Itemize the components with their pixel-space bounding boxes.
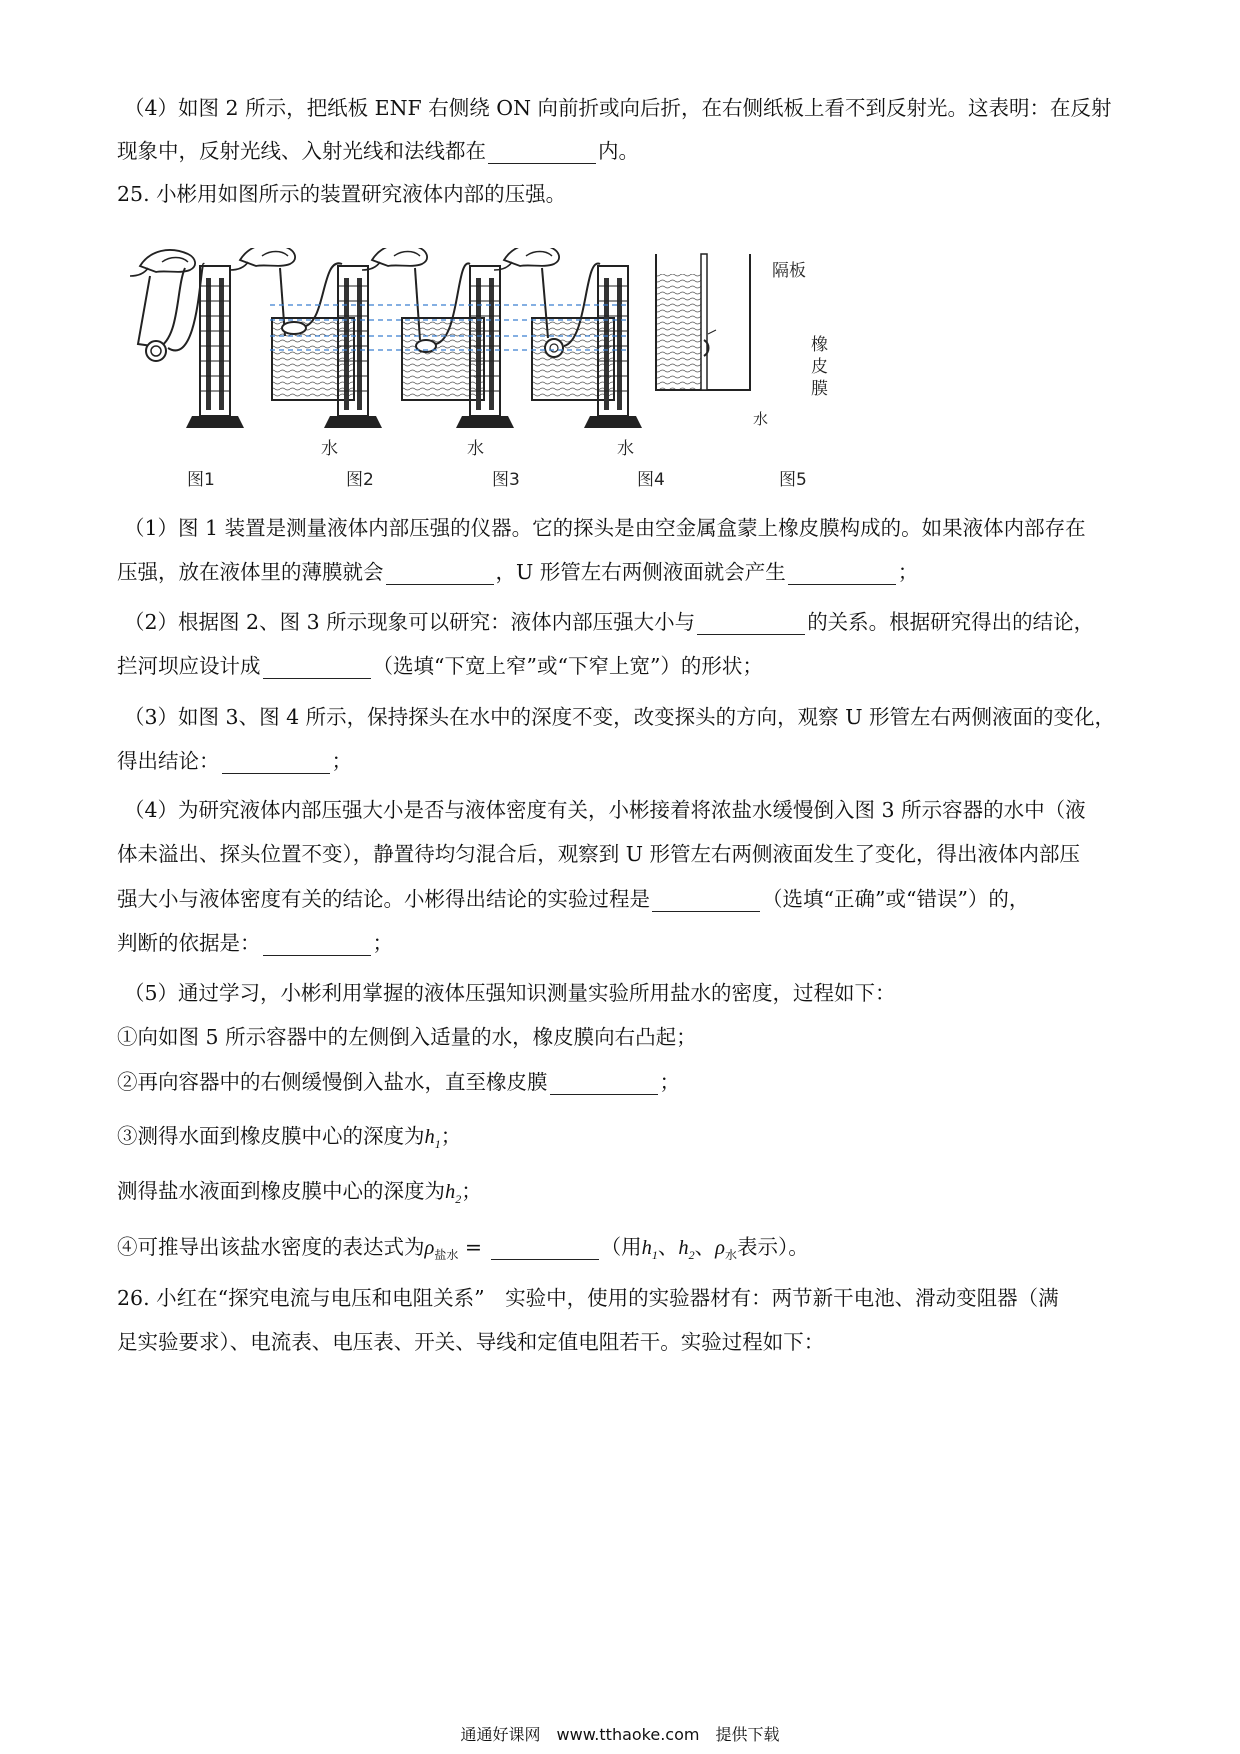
q25-step3-text-b: ；: [440, 1124, 462, 1148]
h2-symbol: $h_2$: [445, 1181, 462, 1207]
q25-p3-text-b: ；: [331, 749, 352, 773]
q25-p3-line2: [117, 746, 352, 776]
h2-symbol-2: $h_2$: [678, 1237, 695, 1263]
q26-line2: 足实验要求）、电流表、电压表、开关、导线和定值电阻若干。实验过程如下：: [117, 1330, 825, 1354]
q25-step3-text-a: ③测得水面到橡皮膜中心的深度为: [117, 1124, 425, 1148]
q25-p4-text-d: ；: [372, 931, 393, 955]
fig2-label: 图2: [346, 470, 374, 490]
q25-step4-blank[interactable]: [491, 1237, 599, 1260]
fig2-apparatus: [230, 248, 382, 428]
fig4-label: 图4: [637, 470, 665, 490]
q25-step1: ①向如图 5 所示容器中的左侧倒入适量的水，橡皮膜向右凸起；: [117, 1025, 697, 1049]
fig5-water-label: 水: [753, 410, 769, 428]
q25-step4: [117, 1232, 809, 1270]
rho-water-symbol: $\rho_水$: [715, 1237, 737, 1263]
rho-salt-symbol: $\rho_{盐水}$: [424, 1237, 459, 1263]
q25-p2-line2: [117, 651, 763, 681]
q25-step4-text-c: 表示）。: [736, 1235, 809, 1259]
q25-p2-text-c: 拦河坝应设计成: [117, 654, 261, 678]
q24-p4-text-b: 内。: [598, 139, 639, 163]
q24-p4-text-a: 现象中，反射光线、入射光线和法线都在: [117, 139, 486, 163]
q25-step4-text-b: （用: [600, 1235, 642, 1259]
q25-p4-blank-2[interactable]: [263, 933, 371, 956]
q25-p2-blank-2[interactable]: [263, 656, 371, 679]
q25-p4-line2: 体未溢出、探头位置不变），静置待均匀混合后，观察到 U 形管左右两侧液面发生了变化，得出液体内部压: [117, 842, 1081, 866]
q25-p1-blank-1[interactable]: [386, 562, 494, 585]
q25-step2-text-a: ②再向容器中的右侧缓慢倒入盐水，直至橡皮膜: [117, 1070, 548, 1094]
h1-symbol-2: $h_1$: [641, 1237, 658, 1263]
h1-symbol: $h_1$: [424, 1126, 441, 1152]
q25-step4-sep-2: 、: [694, 1235, 716, 1259]
q25-step3b: [117, 1176, 482, 1214]
q25-step2-text-b: ；: [659, 1070, 680, 1094]
q25-step2-blank[interactable]: [550, 1072, 658, 1095]
fig4-apparatus: [494, 248, 642, 428]
q25-p1-text-a: 压强，放在液体里的薄膜就会: [117, 560, 384, 584]
q25-p1-blank-2[interactable]: [788, 562, 896, 585]
q25-step4-text-a: ④可推导出该盐水密度的表达式为: [117, 1235, 425, 1259]
q26-line1: 26. 小红在“探究电流与电压和电阻关系” 实验中，使用的实验器材有：两节新干电池、滑动变阻器（满: [117, 1286, 1059, 1310]
q24-answer-blank[interactable]: [488, 141, 596, 164]
fig5-label: 图5: [779, 470, 807, 490]
q25-p4-line1: （4）为研究液体内部压强大小是否与液体密度有关，小彬接着将浓盐水缓慢倒入图 3 所示容器的水中（液: [124, 798, 1086, 822]
fig1-apparatus: [130, 250, 244, 428]
q24-p4-line2: [117, 136, 639, 166]
fig5-membrane-label: 橡皮膜: [811, 335, 828, 399]
q25-p5-line1: （5）通过学习，小彬利用掌握的液体压强知识测量实验所用盐水的密度，过程如下：: [124, 981, 896, 1005]
page-footer: 通通好课网 www.tthaoke.com 提供下载: [460, 1725, 780, 1744]
q25-p3-text-a: 得出结论：: [117, 749, 220, 773]
q24-p4-line1: （4）如图 2 所示，把纸板 ENF 右侧绕 ON 向前折或向后折，在右侧纸板上看不到反射光。这表明：在反射: [124, 96, 1112, 120]
q25-p2-text-a: （2）根据图 2、图 3 所示现象可以研究：液体内部压强大小与: [124, 610, 696, 634]
q25-p1-line1: （1）图 1 装置是测量液体内部压强的仪器。它的探头是由空金属盒蒙上橡皮膜构成的。如果液体内部存在: [124, 516, 1086, 540]
q25-step3: [117, 1121, 461, 1159]
fig3-apparatus: [362, 248, 514, 428]
q25-title: 25. 小彬用如图所示的装置研究液体内部的压强。: [117, 182, 567, 206]
fig2-water-label: 水: [321, 439, 338, 459]
q25-step3-text-c: 测得盐水液面到橡皮膜中心的深度为: [117, 1179, 445, 1203]
q25-p1-text-c: ；: [897, 560, 919, 584]
fig4-water-label: 水: [617, 439, 634, 459]
fig5-partition-label: 隔板: [772, 261, 806, 281]
fig3-water-label: 水: [467, 439, 484, 459]
fig1-label: 图1: [187, 470, 215, 490]
q25-p1-line2: [117, 557, 918, 587]
q25-p4-text-a: 强大小与液体密度有关的结论。小彬得出结论的实验过程是: [117, 887, 650, 911]
q25-p4-text-c: 判断的依据是：: [117, 931, 261, 955]
q25-p2-text-b: 的关系。根据研究得出的结论，: [807, 610, 1095, 634]
equals-sign: =: [464, 1235, 483, 1259]
q25-step3-text-d: ；: [461, 1179, 482, 1203]
fig3-label: 图3: [492, 470, 520, 490]
q25-p2-text-d: （选填“下宽上窄”或“下窄上宽”）的形状；: [372, 654, 763, 678]
q25-p2-line1: [124, 607, 1094, 637]
q25-p4-line4: [117, 928, 393, 958]
q25-p4-blank-1[interactable]: [652, 889, 760, 912]
q25-p1-text-b: ，U 形管左右两侧液面就会产生: [495, 560, 786, 584]
q25-p3-blank[interactable]: [222, 751, 330, 774]
q25-step4-sep-1: 、: [657, 1235, 679, 1259]
q25-p4-text-b: （选填“正确”或“错误”）的，: [762, 887, 1030, 911]
fig5-container: [656, 254, 750, 390]
q25-p3-line1: （3）如图 3、图 4 所示，保持探头在水中的深度不变，改变探头的方向，观察 U 形管左右两侧液面的变化，: [124, 705, 1115, 729]
q25-step2: [117, 1067, 680, 1097]
q25-p2-blank-1[interactable]: [697, 612, 805, 635]
q25-p4-line3: [117, 884, 1029, 914]
